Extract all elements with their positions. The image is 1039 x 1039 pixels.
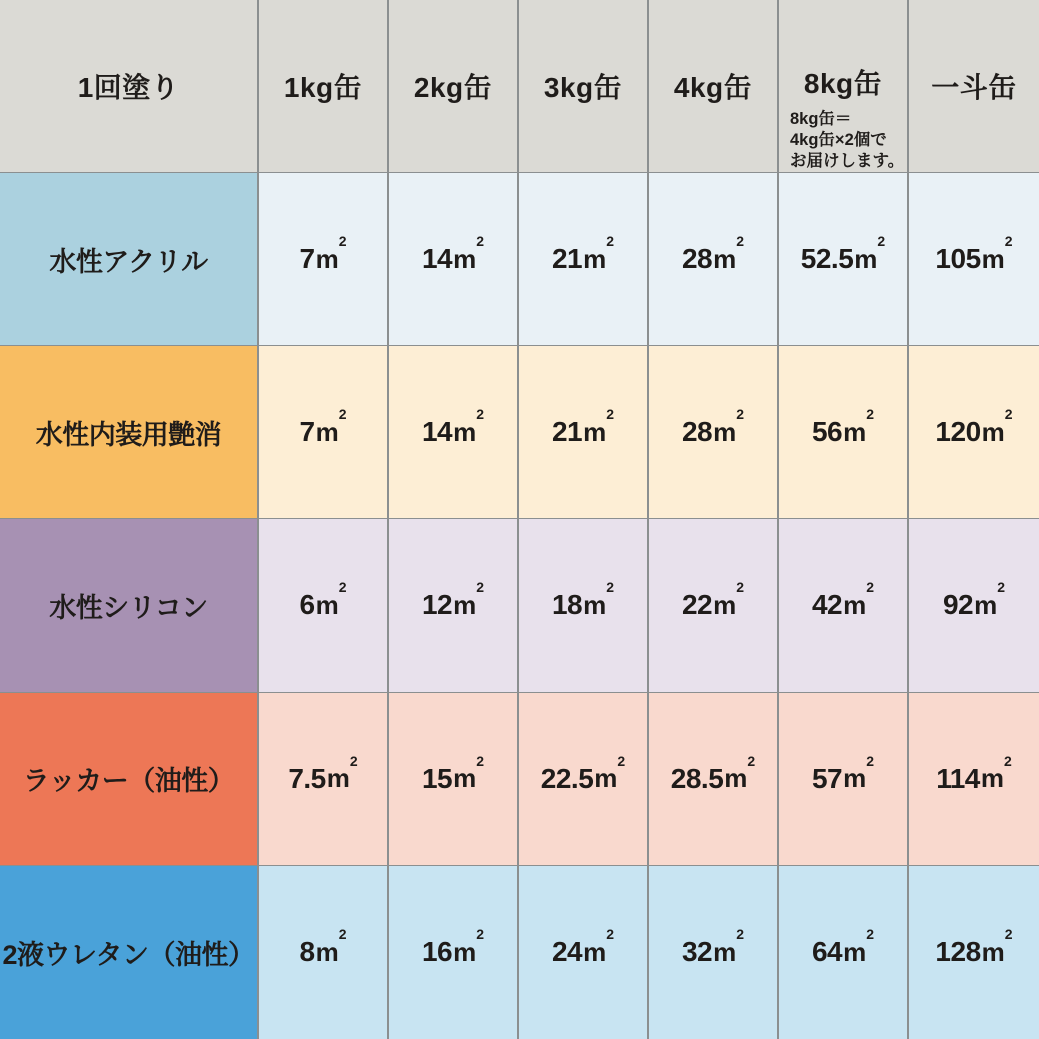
unit-base: m (713, 243, 737, 274)
unit-base: m (583, 416, 607, 447)
note-line-1: 8kg缶＝ (790, 110, 852, 128)
row-label-text: 水性内装用艶消 (35, 419, 222, 450)
unit-exponent: 2 (866, 579, 875, 596)
unit-exponent: 2 (747, 752, 756, 769)
coverage-value: 114 (936, 762, 980, 794)
coverage-cell-r1c1 (259, 173, 389, 346)
unit-exponent: 2 (736, 232, 745, 249)
header-col-label: 2kg缶 (413, 72, 493, 103)
coverage-cell-r3c6 (909, 519, 1039, 692)
unit-base: m (453, 763, 477, 794)
unit-square-meter (713, 232, 745, 275)
coverage-value: 6 (299, 589, 315, 621)
row-label-text: ラッカー（油性） (22, 766, 235, 797)
unit-exponent: 2 (1004, 406, 1013, 423)
unit-base: m (594, 763, 618, 794)
unit-exponent: 2 (476, 752, 485, 769)
header-col-label: 一斗缶 (931, 72, 1017, 103)
coverage-cell-r3c4 (649, 519, 779, 692)
unit-base: m (315, 589, 339, 620)
coverage-cell-r1c2 (389, 173, 519, 346)
unit-base: m (315, 416, 339, 447)
coverage-value: 22.5 (540, 762, 594, 794)
unit-square-meter (981, 232, 1013, 275)
coverage-value: 28 (681, 243, 713, 275)
unit-exponent: 2 (476, 232, 485, 249)
unit-square-meter (326, 752, 358, 794)
unit-square-meter (713, 926, 745, 968)
header-col-2kg (389, 0, 519, 173)
coverage-cell-r2c4 (649, 346, 779, 519)
coverage-cell-r2c6 (909, 346, 1039, 519)
coverage-value: 8 (299, 936, 315, 968)
unit-square-meter (713, 406, 745, 448)
unit-square-meter (315, 579, 347, 621)
unit-square-meter (453, 232, 485, 275)
unit-exponent: 2 (606, 926, 615, 943)
unit-exponent: 2 (338, 579, 347, 596)
coverage-cell-r2c5 (779, 346, 909, 519)
coverage-cell-r5c3 (519, 866, 649, 1039)
coverage-value: 14 (421, 243, 453, 275)
unit-base: m (453, 243, 477, 274)
header-col-label: 1kg缶 (283, 72, 363, 103)
coverage-cell-r4c5 (779, 693, 909, 866)
header-col-label: 3kg缶 (543, 72, 623, 103)
unit-base: m (974, 589, 998, 620)
note-line-3: お届けします。 (790, 152, 905, 171)
unit-square-meter (453, 752, 485, 794)
unit-base: m (453, 936, 477, 967)
coverage-value: 18 (551, 589, 583, 621)
header-col-label: 8kg缶 (803, 68, 883, 99)
header-col-4kg (649, 0, 779, 173)
unit-base: m (713, 936, 737, 967)
unit-exponent: 2 (736, 406, 745, 423)
unit-exponent: 2 (736, 926, 745, 943)
coverage-cell-r2c3 (519, 346, 649, 519)
unit-base: m (315, 936, 339, 967)
coverage-value: 21 (551, 243, 583, 275)
unit-square-meter (583, 579, 615, 621)
unit-base: m (981, 243, 1005, 274)
unit-exponent: 2 (1004, 232, 1013, 249)
header-first-col-label: 1回塗り (77, 72, 180, 103)
coverage-cell-r5c2 (389, 866, 519, 1039)
unit-exponent: 2 (606, 579, 615, 596)
coverage-value: 28 (681, 416, 713, 448)
row-label-2 (0, 346, 259, 519)
unit-exponent: 2 (476, 926, 485, 943)
coverage-cell-r2c2 (389, 346, 519, 519)
unit-exponent: 2 (476, 406, 485, 423)
unit-base: m (843, 416, 867, 447)
coverage-cell-r4c4 (649, 693, 779, 866)
unit-exponent: 2 (476, 579, 485, 596)
unit-square-meter (594, 752, 626, 794)
coverage-cell-r4c1 (259, 693, 389, 866)
coverage-cell-r4c3 (519, 693, 649, 866)
coverage-value: 7 (299, 243, 315, 275)
coverage-value: 14 (421, 416, 453, 448)
coverage-value: 24 (551, 936, 583, 968)
unit-square-meter (843, 752, 875, 794)
header-col-label: 4kg缶 (673, 72, 753, 103)
coverage-value: 7.5 (288, 762, 326, 794)
unit-square-meter (583, 232, 615, 275)
coverage-value: 21 (551, 416, 583, 448)
unit-exponent: 2 (338, 232, 347, 249)
unit-exponent: 2 (1004, 752, 1012, 769)
unit-base: m (713, 589, 737, 620)
coverage-value: 32 (681, 936, 713, 968)
unit-square-meter (843, 926, 875, 968)
coverage-cell-r1c5 (779, 173, 909, 346)
unit-exponent: 2 (866, 752, 875, 769)
coverage-value: 57 (811, 762, 843, 794)
unit-exponent: 2 (866, 926, 875, 943)
unit-base: m (326, 763, 350, 794)
unit-base: m (583, 589, 607, 620)
unit-exponent: 2 (617, 752, 626, 769)
row-label-1 (0, 173, 259, 346)
unit-square-meter (453, 406, 485, 448)
unit-exponent: 2 (349, 752, 358, 769)
coverage-cell-r4c2 (389, 693, 519, 866)
unit-base: m (453, 589, 477, 620)
coverage-cell-r3c2 (389, 519, 519, 692)
header-col-3kg (519, 0, 649, 173)
row-label-5 (0, 866, 259, 1039)
coverage-cell-r4c6 (909, 693, 1039, 866)
unit-exponent: 2 (736, 579, 745, 596)
unit-exponent: 2 (606, 406, 615, 423)
unit-base: m (583, 936, 607, 967)
coverage-value: 120 (935, 416, 981, 448)
header-8kg-note (779, 109, 907, 172)
unit-base: m (981, 416, 1005, 447)
header-col-1kg (259, 0, 389, 173)
unit-base: m (981, 936, 1005, 967)
unit-base: m (843, 763, 867, 794)
unit-square-meter (713, 579, 745, 621)
unit-base: m (583, 243, 607, 274)
unit-base: m (713, 416, 737, 447)
row-label-4 (0, 693, 259, 866)
coverage-value: 42 (811, 589, 843, 621)
unit-square-meter (724, 752, 756, 794)
coverage-cell-r1c3 (519, 173, 649, 346)
row-label-text: 2液ウレタン（油性） (2, 939, 255, 970)
unit-square-meter (453, 579, 485, 621)
coverage-cell-r5c1 (259, 866, 389, 1039)
unit-base: m (843, 589, 867, 620)
header-col-itto (909, 0, 1039, 173)
coverage-cell-r3c5 (779, 519, 909, 692)
unit-square-meter (843, 406, 875, 448)
unit-base: m (315, 243, 339, 274)
coverage-value: 16 (421, 936, 453, 968)
coverage-value: 52.5 (800, 243, 854, 275)
unit-square-meter (854, 232, 886, 275)
unit-base: m (843, 936, 867, 967)
unit-base: m (453, 416, 477, 447)
row-label-3 (0, 519, 259, 692)
row-label-text: 水性シリコン (49, 592, 208, 623)
coverage-value: 92 (942, 589, 974, 621)
unit-base: m (980, 763, 1004, 794)
coverage-cell-r5c6 (909, 866, 1039, 1039)
coverage-value: 128 (935, 936, 981, 968)
unit-exponent: 2 (338, 406, 347, 423)
note-line-2: 4kg缶×2個で (790, 131, 887, 150)
unit-exponent: 2 (606, 232, 615, 249)
unit-square-meter (981, 406, 1013, 448)
coverage-value: 15 (421, 762, 453, 794)
coverage-cell-r3c3 (519, 519, 649, 692)
coverage-cell-r1c4 (649, 173, 779, 346)
row-label-text: 水性アクリル (49, 246, 208, 277)
unit-square-meter (315, 406, 347, 448)
unit-exponent: 2 (997, 579, 1006, 596)
coverage-value: 7 (299, 416, 315, 448)
coverage-cell-r2c1 (259, 346, 389, 519)
coverage-cell-r5c5 (779, 866, 909, 1039)
unit-base: m (854, 243, 878, 274)
coverage-value: 105 (935, 243, 981, 275)
coverage-value: 56 (811, 416, 843, 448)
unit-exponent: 2 (1004, 926, 1013, 943)
header-col-8kg (779, 0, 909, 173)
unit-square-meter (315, 232, 347, 275)
coverage-cell-r3c1 (259, 519, 389, 692)
unit-square-meter (583, 926, 615, 968)
unit-square-meter (980, 752, 1012, 794)
unit-square-meter (583, 406, 615, 448)
unit-exponent: 2 (866, 406, 875, 423)
coverage-cell-r5c4 (649, 866, 779, 1039)
coverage-value: 12 (421, 589, 453, 621)
header-first-col (0, 0, 259, 173)
unit-square-meter (981, 926, 1013, 968)
unit-square-meter (843, 579, 875, 621)
coverage-value: 64 (811, 936, 843, 968)
unit-square-meter (974, 579, 1006, 621)
coverage-value: 28.5 (670, 762, 724, 794)
unit-exponent: 2 (338, 926, 347, 943)
coverage-value: 22 (681, 589, 713, 621)
unit-base: m (724, 763, 748, 794)
unit-square-meter (315, 926, 347, 968)
unit-exponent: 2 (877, 232, 886, 249)
coverage-cell-r1c6 (909, 173, 1039, 346)
unit-square-meter (453, 926, 485, 968)
